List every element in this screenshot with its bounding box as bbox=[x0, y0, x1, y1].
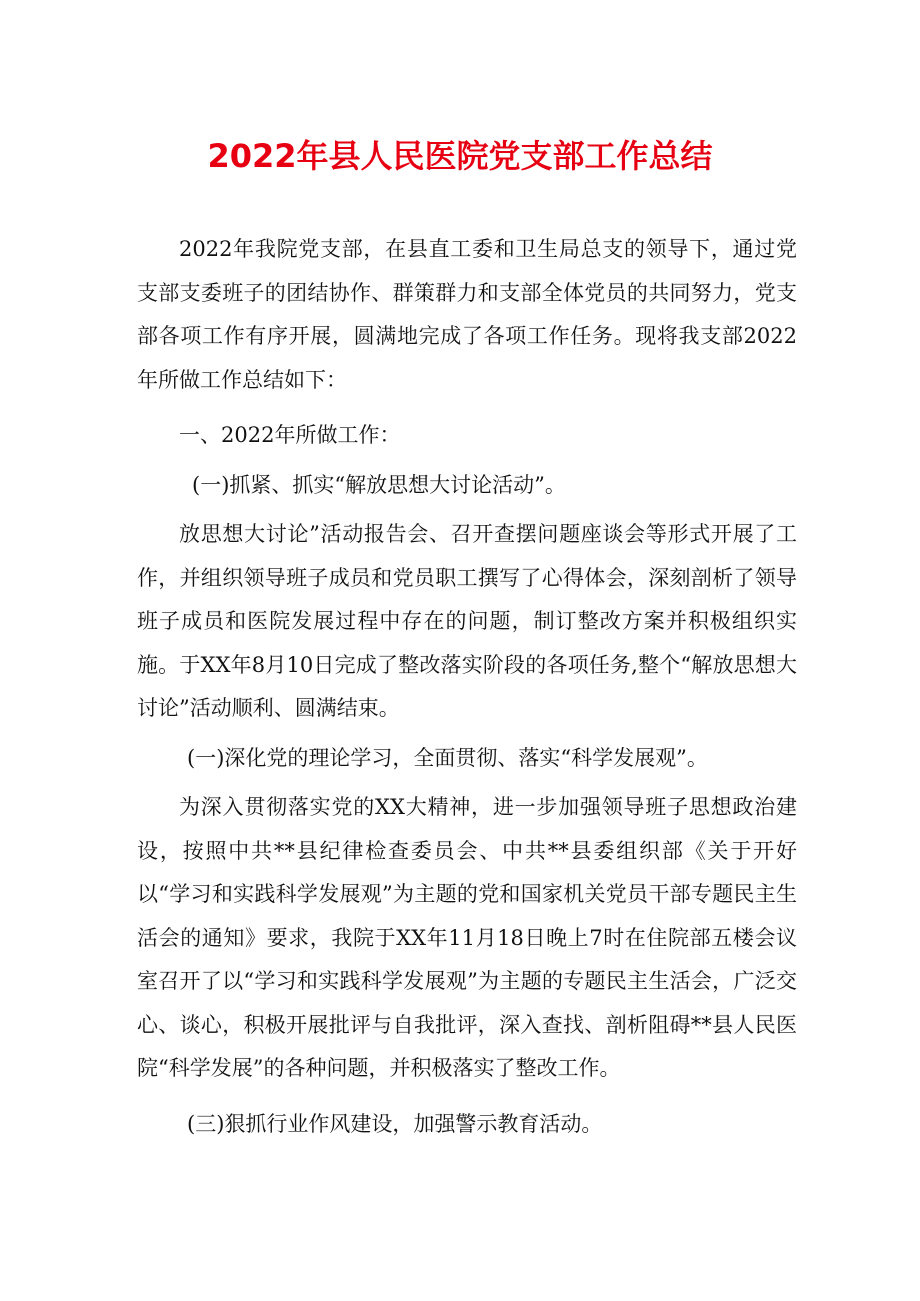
subsection-paragraph-2: 为深入贯彻落实党的XX大精神，进一步加强领导班子思想政治建设，按照中共**县纪律检查委员会、中共**县委组织部《关于开好以“学习和实践科学发展观”为主题的党和国家机关党员干部专题民主生活会的通知》要求，我院于XX年11月18日晚上7时在住院部五楼会议室召开了以“学习和实践科学发展观”为主题的专题民主生活会，广泛交心、谈心，积极开展批评与自我批评，深入查找、剖析阻碍**县人民医院“科学发展”的各种问题，并积极落实了整改工作。 bbox=[137, 795, 797, 1080]
subsection-heading-1: (一)抓紧、抓实“解放思想大讨论活动”。 bbox=[192, 472, 566, 497]
intro-paragraph: 2022年我院党支部，在县直工委和卫生局总支的领导下，通过党支部支委班子的团结协作、群策群力和支部全体党员的共同努力，党支部各项工作有序开展，圆满地完成了各项工作任务。现将我支部2022年所做工作总结如下： bbox=[137, 237, 797, 392]
document-title: 2022年县人民医院党支部工作总结 bbox=[207, 137, 713, 175]
document-body bbox=[137, 228, 797, 1146]
subsection-heading-3: (三)狠抓行业作风建设，加强警示教育活动。 bbox=[187, 1111, 603, 1136]
section-heading-1: 一、2022年所做工作： bbox=[179, 423, 401, 447]
subsection-paragraph-1: 放思想大讨论”活动报告会、召开查摆问题座谈会等形式开展了工作，并组织领导班子成员和党员职工撰写了心得体会，深刻剖析了领导班子成员和医院发展过程中存在的问题，制订整改方案并积极组织实施。于XX年8月10日完成了整改落实阶段的各项任务,整个“解放思想大讨论”活动顺利、圆满结束。 bbox=[137, 522, 797, 720]
subsection-heading-2: (一)深化党的理论学习，全面贯彻、落实“科学发展观”。 bbox=[187, 745, 708, 770]
